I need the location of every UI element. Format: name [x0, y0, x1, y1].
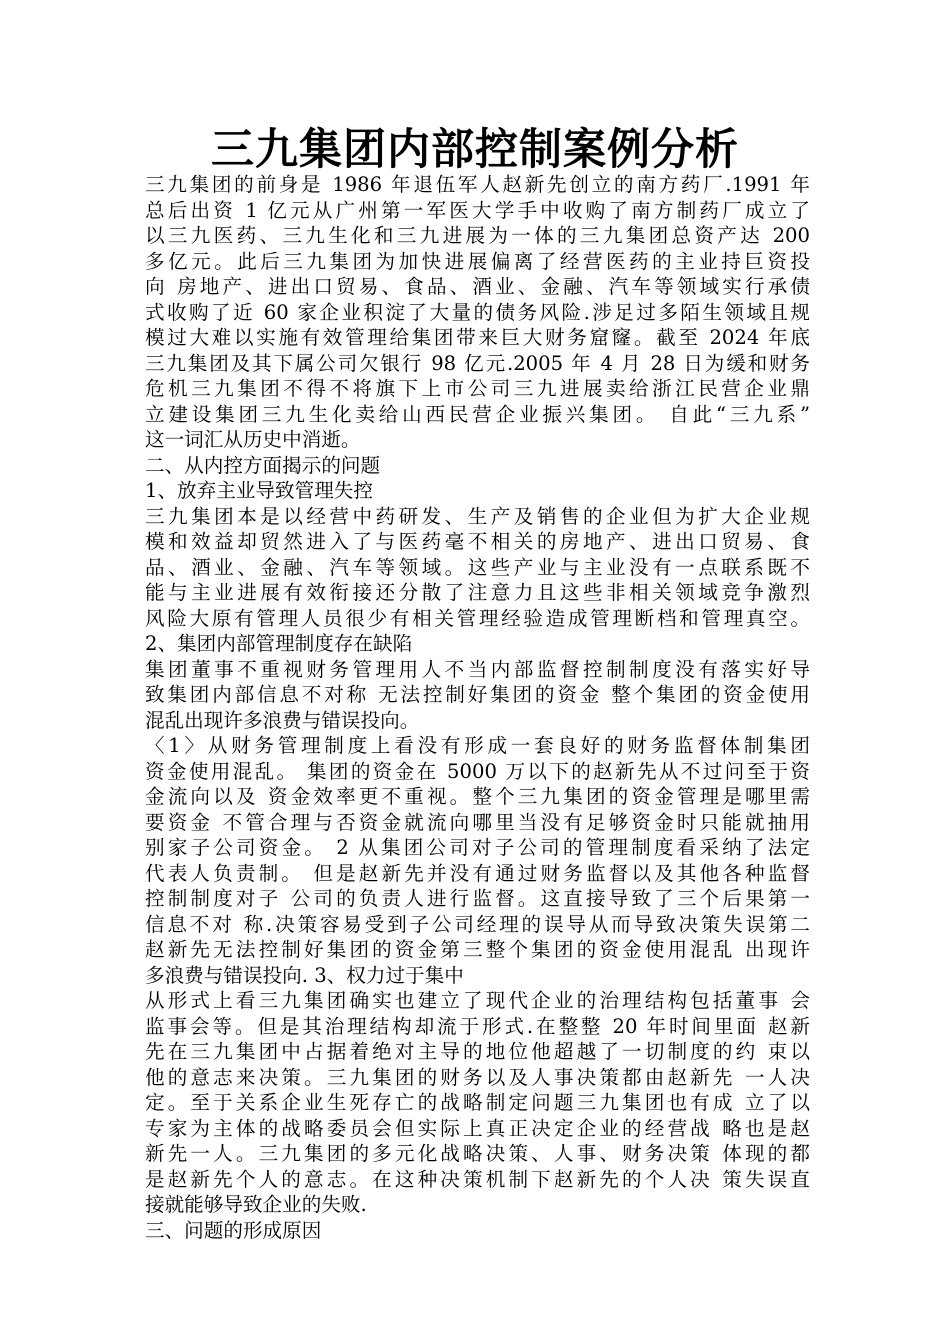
text-line: 〈1〉从财务管理制度上看没有形成一套良好的财务监督体制集团	[145, 734, 810, 757]
text-line: 式收购了近 60 家企业积淀了大量的债务风险.涉足过多陌生领域且规	[145, 300, 810, 324]
text-line: 专家为主体的战略委员会但实际上真正决定企业的经营战 略也是赵	[145, 1116, 810, 1140]
text-line: 是赵新先个人的意志。在这种决策机制下赵新先的个人决 策失误直	[145, 1167, 810, 1191]
text-line: 以三九医药、三九生化和三九进展为一体的三九集团总资产达 200	[145, 224, 810, 247]
text-line: 向 房地产、进出口贸易、食品、酒业、金融、汽车等领域实行承债	[145, 275, 810, 298]
text-line: 从形式上看三九集团确实也建立了现代企业的治理结构包括董事 会	[145, 989, 810, 1012]
text-line: 混乱出现许多浪费与错误投向。	[145, 708, 420, 732]
text-line: 他的意志来决策。三九集团的财务以及人事决策都由赵新先 一人决	[145, 1065, 810, 1089]
text-line: 立建设集团三九生化卖给山西民营企业振兴集团。 自此“三九系”	[145, 402, 810, 426]
text-line: 三九集团的前身是 1986 年退伍军人赵新先创立的南方药厂.1991 年	[145, 173, 810, 196]
document-body	[145, 172, 810, 1243]
text-line: 集团董事不重视财务管理用人不当内部监督控制制度没有落实好导	[145, 657, 810, 681]
text-line: 1、放弃主业导致管理失控	[145, 479, 373, 502]
text-line: 赵新先无法控制好集团的资金第三整个集团的资金使用混乱 出现许	[145, 938, 810, 961]
text-line: 新先一人。三九集团的多元化战略决策、人事、财务决策 体现的都	[145, 1142, 810, 1165]
text-line: 信息不对 称.决策容易受到子公司经理的误导从而导致决策失误第二	[145, 912, 810, 936]
text-line: 三、问题的形成原因	[145, 1218, 322, 1242]
text-line: 致集团内部信息不对称 无法控制好集团的资金 整个集团的资金使用	[145, 683, 810, 706]
text-line: 先在三九集团中占据着绝对主导的地位他超越了一切制度的约 束以	[145, 1040, 810, 1063]
text-line: 金流向以及 资金效率更不重视。整个三九集团的资金管理是哪里需	[145, 785, 810, 808]
text-line: 多浪费与错误投向. 3、权力过于集中	[145, 963, 464, 987]
text-line: 品、酒业、金融、汽车等领域。这些产业与主业没有一点联系既不	[145, 555, 810, 579]
document-title: 三九集团内部控制案例分析	[211, 125, 739, 175]
text-line: 代表人负责制。 但是赵新先并没有通过财务监督以及其他各种监督	[145, 861, 810, 885]
text-line: 接就能够导致企业的失败.	[145, 1193, 367, 1216]
text-line: 多亿元。此后三九集团为加快进展偏离了经营医药的主业持巨资投	[145, 249, 810, 273]
text-line: 模过大难以实施有效管理给集团带来巨大财务窟窿。截至 2024 年底	[145, 326, 810, 349]
text-line: 模和效益却贸然进入了与医药毫不相关的房地产、进出口贸易、食	[145, 530, 810, 553]
text-line: 监事会等。但是其治理结构却流于形式.在整整 20 年时间里面 赵新	[145, 1014, 810, 1038]
text-line: 控制制度对子 公司的负责人进行监督。这直接导致了三个后果第一	[145, 887, 810, 910]
text-line: 别家子公司资金。 2 从集团公司对子公司的管理制度看采纳了法定	[145, 836, 810, 859]
text-line: 要资金 不管合理与否资金就流向哪里当没有足够资金时只能就抽用	[145, 810, 810, 834]
text-line: 能与主业进展有效衔接还分散了注意力且这些非相关领域竞争激烈	[145, 581, 810, 604]
text-line: 二、从内控方面揭示的问题	[145, 453, 381, 477]
text-line: 资金使用混乱。 集团的资金在 5000 万以下的赵新先从不过问至于资	[145, 759, 810, 783]
text-line: 危机三九集团不得不将旗下上市公司三九进展卖给浙江民营企业鼎	[145, 377, 810, 400]
text-line: 定。至于关系企业生死存亡的战略制定问题三九集团也有成 立了以	[145, 1091, 810, 1114]
text-line: 总后出资 1 亿元从广州第一军医大学手中收购了南方制药厂成立了	[145, 198, 810, 222]
text-line: 风险大原有管理人员很少有相关管理经验造成管理断档和管理真空。	[145, 606, 810, 630]
text-line: 三九集团本是以经营中药研发、生产及销售的企业但为扩大企业规	[145, 504, 810, 528]
text-line: 这一词汇从历史中消逝。	[145, 428, 361, 451]
text-line: 三九集团及其下属公司欠银行 98 亿元.2005 年 4 月 28 日为缓和财务	[145, 351, 810, 375]
text-line: 2、集团内部管理制度存在缺陷	[145, 632, 413, 655]
